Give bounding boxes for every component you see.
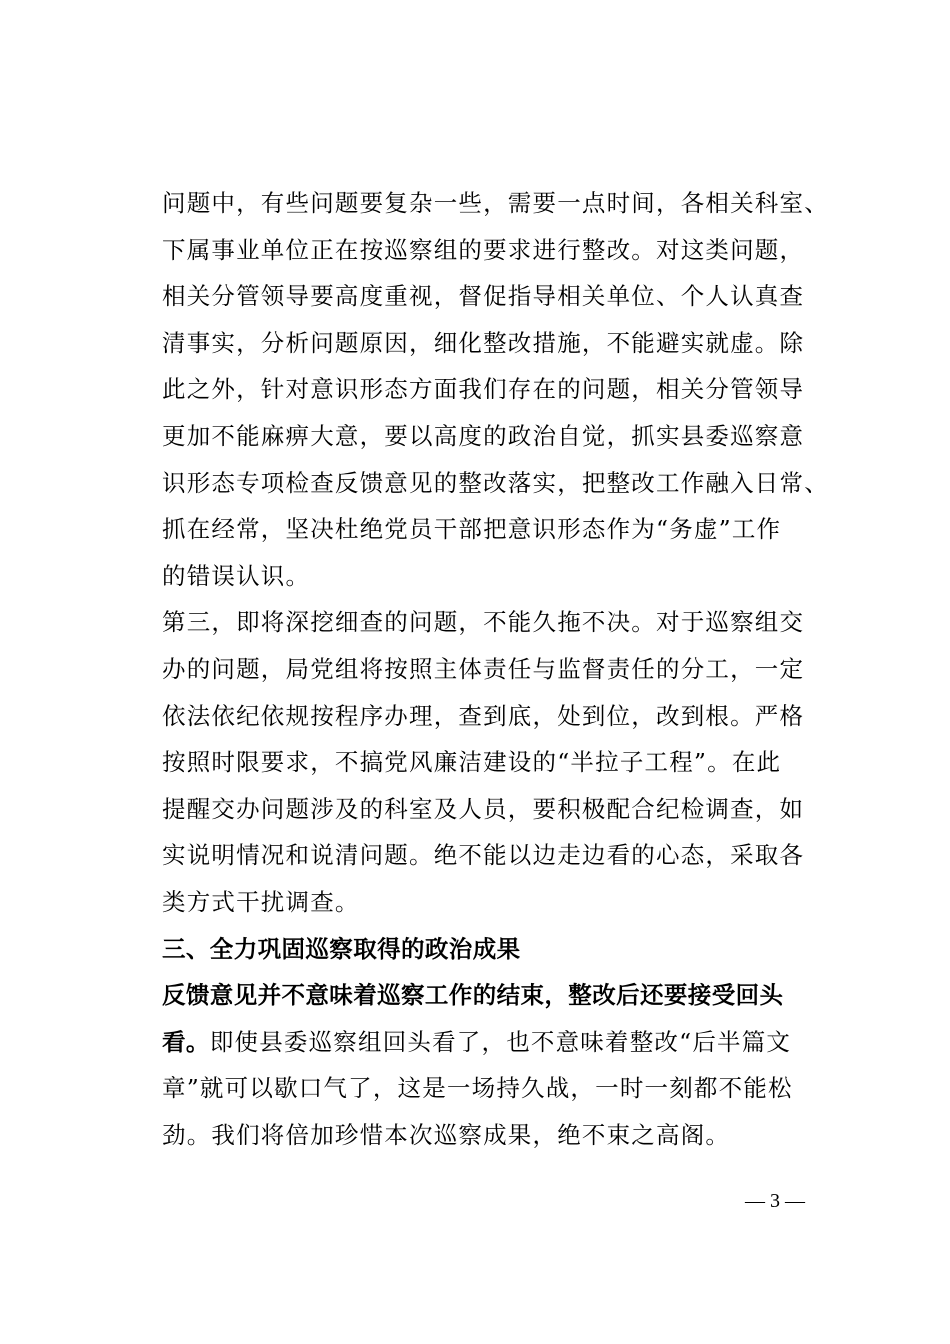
section-heading: 三、全力巩固巡察取得的政治成果: [162, 934, 521, 963]
body-line: 提醒交办问题涉及的科室及人员，要积极配合纪检调查，如: [162, 794, 805, 823]
body-line: 类方式干扰调查。: [162, 887, 360, 916]
closing-line: 劲。我们将倍加珍惜本次巡察成果，绝不束之高阁。: [162, 1120, 731, 1149]
body-line: 依法依纪依规按程序办理，查到底，处到位，改到根。严格: [162, 701, 805, 730]
body-line: 相关分管领导要高度重视，督促指导相关单位、个人认真查: [162, 282, 805, 311]
body-line: 的错误认识。: [162, 561, 311, 590]
body-line: 实说明情况和说清问题。绝不能以边走边看的心态，采取各: [162, 841, 805, 870]
body-line: 第三，即将深挖细查的问题，不能久拖不决。对于巡察组交: [162, 608, 805, 637]
page-number: — 3 —: [745, 1190, 805, 1212]
body-line: 清事实，分析问题原因，细化整改措施，不能避实就虚。除: [162, 328, 805, 357]
body-line: 更加不能麻痹大意，要以高度的政治自觉，抓实县委巡察意: [162, 421, 805, 450]
body-line: 抓在经常，坚决杜绝党员干部把意识形态作为“务虚”工作: [162, 515, 782, 544]
body-line: 问题中，有些问题要复杂一些，需要一点时间，各相关科室、: [162, 189, 829, 217]
closing-bold-lead: 看。: [162, 1027, 210, 1056]
closing-bold-line: 反馈意见并不意味着巡察工作的结束，整改后还要接受回头: [162, 981, 784, 1010]
closing-line: 章”就可以歇口气了，这是一场持久战，一时一刻都不能松: [162, 1074, 793, 1103]
body-line: 办的问题，局党组将按照主体责任与监督责任的分工，一定: [162, 654, 805, 683]
closing-line: [162, 1019, 832, 1066]
closing-line-rest: 即使县委巡察组回头看了，也不意味着整改“后半篇文: [209, 1027, 792, 1056]
body-line: 下属事业单位正在按巡察组的要求进行整改。对这类问题，: [162, 235, 805, 264]
body-line: 识形态专项检查反馈意见的整改落实，把整改工作融入日常、: [162, 468, 829, 497]
body-text: [162, 180, 832, 1158]
body-line: 按照时限要求，不搞党风廉洁建设的“半拉子工程”。在此: [162, 748, 782, 777]
body-line: 此之外，针对意识形态方面我们存在的问题，相关分管领导: [162, 375, 805, 404]
